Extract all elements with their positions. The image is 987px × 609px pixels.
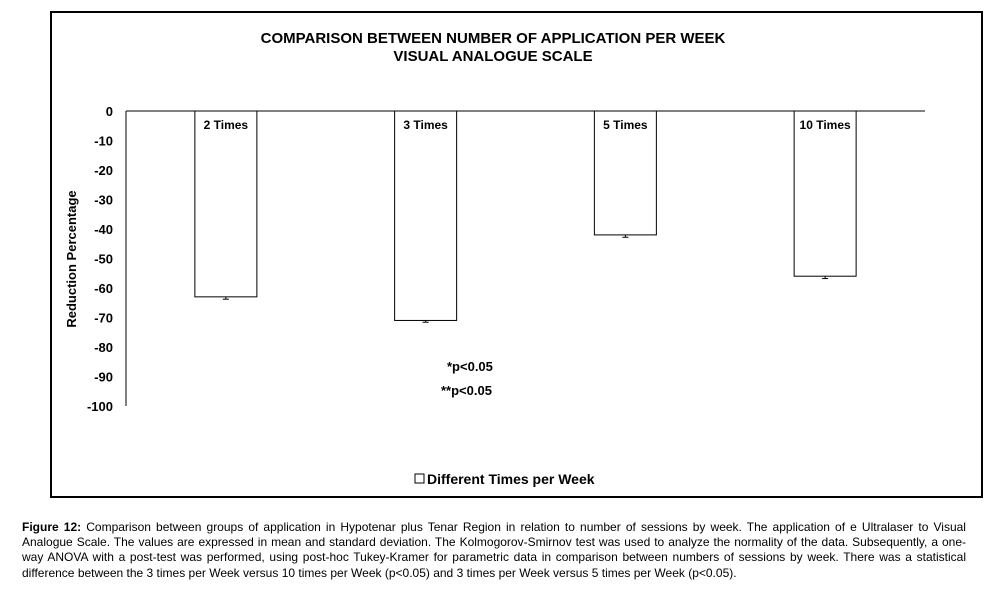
y-tick-label: -90 — [94, 369, 113, 385]
y-tick-label: -20 — [94, 163, 113, 178]
annotation-significance-1: *p<0.05 — [447, 359, 493, 374]
annotation-significance-2: **p<0.05 — [441, 383, 492, 398]
figure-caption — [22, 520, 966, 581]
y-tick-label: -10 — [94, 133, 113, 149]
category-label: 10 Times — [799, 118, 851, 132]
y-axis-label: Reduction Percentage — [64, 190, 79, 328]
bars — [195, 111, 856, 322]
chart-title-line-2: VISUAL ANALOGUE SCALE — [393, 48, 593, 65]
bar — [395, 111, 457, 320]
y-tick-label: -60 — [94, 281, 113, 296]
bar — [794, 111, 856, 276]
legend-label: Different Times per Week — [427, 471, 595, 487]
y-tick-label: -50 — [94, 251, 113, 267]
y-tick-label: 0 — [105, 104, 113, 119]
legend — [415, 471, 595, 487]
legend-swatch — [415, 474, 424, 483]
bar-chart — [52, 13, 981, 496]
y-tick-label: -80 — [94, 340, 113, 355]
caption-text: Comparison between groups of application in Hypotenar plus Tenar Region in relation to number of sessions by week. The application of e Ultralaser to Visual Analogue Scale. The values are expressed in mean and standard deviation. The Kolmogorov-Smirnov test was used to analyze the normality of the data. Subsequently, a one-way ANOVA with a post-test was performed, using post-hoc Tukey-Kramer for parametric data in comparison between numbers of sessions by week. There was a statistical difference between the 3 times per Week versus 10 times per Week (p<0.05) and 3 times per Week versus 5 times per Week (p<0.05). — [22, 520, 966, 580]
y-tick-label: -30 — [94, 192, 113, 208]
category-label: 5 Times — [603, 118, 648, 132]
category-label: 3 Times — [403, 118, 448, 132]
y-tick-label: -70 — [94, 310, 113, 326]
bar — [195, 111, 257, 297]
chart-title-line-1: COMPARISON BETWEEN NUMBER OF APPLICATION PER WEEK — [260, 30, 726, 47]
y-tick-label: -40 — [94, 222, 113, 237]
chart-frame — [50, 11, 983, 498]
y-tick-label: -100 — [86, 399, 113, 414]
caption-label: Figure 12: — [22, 520, 82, 534]
category-label: 2 Times — [203, 118, 249, 132]
y-ticks — [87, 104, 113, 414]
